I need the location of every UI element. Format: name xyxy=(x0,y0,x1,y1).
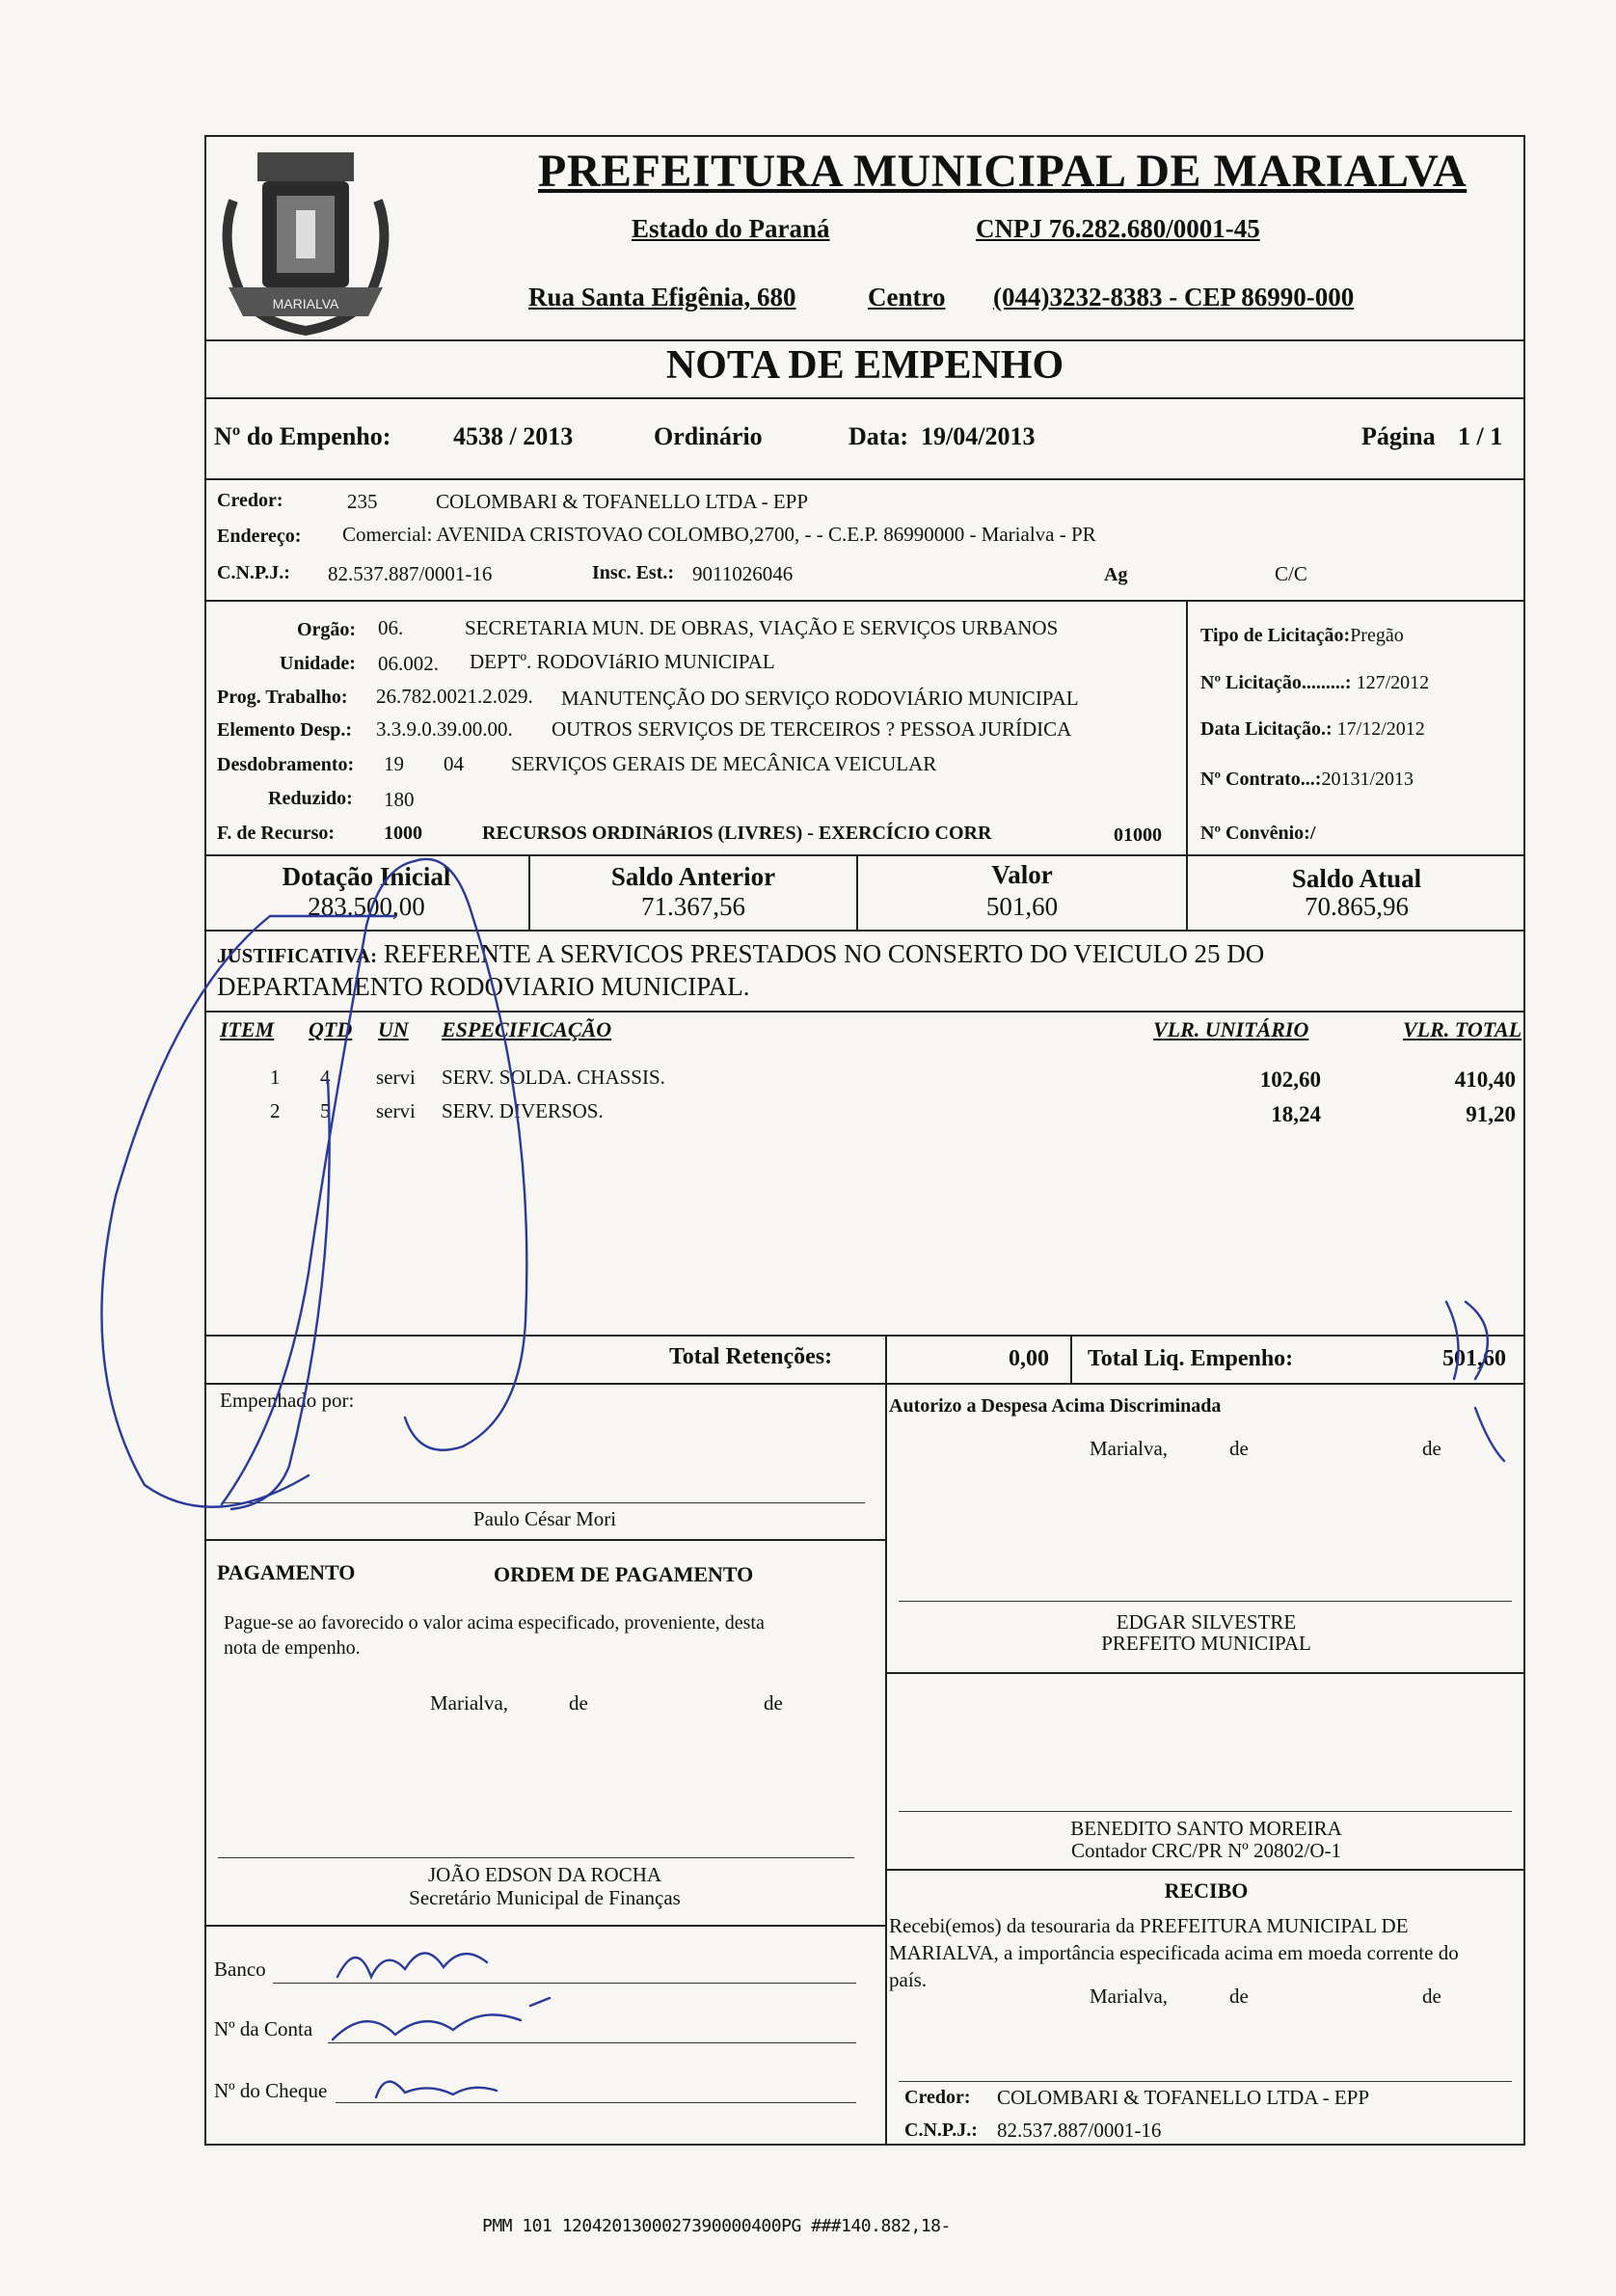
pagamento-place: Marialva, xyxy=(430,1691,509,1715)
recurso-code-2: 01000 xyxy=(1114,824,1162,846)
empenho-type: Ordinário xyxy=(654,422,763,450)
col-especificacao: ESPECIFICAÇÃO xyxy=(442,1017,612,1041)
item-2-number: 2 xyxy=(270,1099,281,1122)
banco-label: Banco xyxy=(214,1958,266,1981)
credor-code: 235 xyxy=(347,490,378,513)
orgao-code: 06. xyxy=(378,616,404,639)
coat-of-arms-icon xyxy=(214,143,397,340)
elemento-desc: OUTROS SERVIÇOS DE TERCEIROS ? PESSOA JURÍDICA xyxy=(552,717,1072,741)
saldo-anterior-label: Saldo Anterior xyxy=(610,862,776,891)
elemento-code: 3.3.9.0.39.00.00. xyxy=(376,717,513,741)
recibo-de-2: de xyxy=(1422,1985,1441,2008)
col-un: UN xyxy=(378,1017,409,1041)
item-2-espec: SERV. DIVERSOS. xyxy=(442,1099,604,1122)
header-street: Rua Santa Efigênia, 680 xyxy=(528,283,796,311)
header-phone-cep: (044)3232-8383 - CEP 86990-000 xyxy=(993,283,1355,311)
ordem-pagamento-label: ORDEM DE PAGAMENTO xyxy=(494,1562,754,1586)
empenho-number: 4538 / 2013 xyxy=(453,422,574,450)
credor-address: Comercial: AVENIDA CRISTOVAO COLOMBO,2700, - - C.E.P. 86990000 - Marialva - PR xyxy=(342,523,1096,546)
conta-label: Nº da Conta xyxy=(214,2017,313,2040)
saldo-atual-label: Saldo Atual xyxy=(1291,864,1422,893)
convenio-label: Nº Convênio:/ xyxy=(1200,823,1316,844)
pagamento-de-1: de xyxy=(569,1691,588,1715)
credor-cnpj: 82.537.887/0001-16 xyxy=(328,562,493,585)
item-1-espec: SERV. SOLDA. CHASSIS. xyxy=(442,1066,665,1089)
reduzido-label: Reduzido: xyxy=(268,788,353,809)
orgao-label: Orgão: xyxy=(297,619,357,640)
secretario-name: JOÃO EDSON DA ROCHA xyxy=(427,1863,662,1886)
pagamento-label: PAGAMENTO xyxy=(217,1560,356,1584)
credor-name: COLOMBARI & TOFANELLO LTDA - EPP xyxy=(436,490,809,513)
footer-barcode-text: PMM 101 1204201300027390000400PG ###140.882,18- xyxy=(482,2216,951,2236)
ie-label: Insc. Est.: xyxy=(592,562,675,583)
recibo-text: Recebi(emos) da tesouraria da PREFEITURA MUNICIPAL DE MARIALVA, a importância especificada acima em moeda corrente do país. xyxy=(889,1914,1459,1991)
unidade-label: Unidade: xyxy=(280,653,356,674)
cc-label: C/C xyxy=(1275,562,1307,585)
prog-desc: MANUTENÇÃO DO SERVIÇO RODOVIÁRIO MUNICIPAL xyxy=(561,687,1079,710)
autorizo-place: Marialva, xyxy=(1090,1437,1169,1460)
credor-ie: 9011026046 xyxy=(692,562,794,585)
ag-label: Ag xyxy=(1104,564,1128,585)
document-title: NOTA DE EMPENHO xyxy=(665,343,1064,388)
autorizo-de-2: de xyxy=(1422,1437,1441,1460)
header-cnpj: CNPJ 76.282.680/0001-45 xyxy=(976,214,1260,243)
empenhado-label: Empenhado por: xyxy=(220,1389,355,1412)
tipo-licitacao-label: Tipo de Licitação:Pregão xyxy=(1200,625,1404,646)
liq-empenho-value: 501,60 xyxy=(1442,1346,1506,1371)
col-item: ITEM xyxy=(220,1017,275,1041)
item-1-qtd: 4 xyxy=(320,1066,331,1089)
empenho-date: 19/04/2013 xyxy=(921,422,1036,450)
secretario-role: Secretário Municipal de Finanças xyxy=(409,1886,681,1909)
pagamento-text: Pague-se ao favorecido o valor acima especificado, proveniente, desta nota de empenho. xyxy=(224,1612,765,1659)
dotacao-label: Dotação Inicial xyxy=(282,862,451,891)
data-licitacao-label: Data Licitação.: 17/12/2012 xyxy=(1200,718,1425,740)
item-2-qtd: 5 xyxy=(320,1099,331,1122)
recurso-desc: RECURSOS ORDINáRIOS (LIVRES) - EXERCÍCIO CORR xyxy=(482,823,992,844)
pagamento-de-2: de xyxy=(764,1691,783,1715)
recurso-code: 1000 xyxy=(384,823,422,844)
recibo-cnpj: 82.537.887/0001-16 xyxy=(997,2119,1162,2142)
item-1-un: servi xyxy=(376,1066,416,1089)
recurso-label: F. de Recurso: xyxy=(217,823,336,844)
recibo-de-1: de xyxy=(1229,1985,1249,2008)
desdobramento-label: Desdobramento: xyxy=(217,754,355,775)
contrato-label: Nº Contrato...:20131/2013 xyxy=(1200,769,1414,790)
recibo-cnpj-label: C.N.P.J.: xyxy=(904,2120,978,2141)
orgao-desc: SECRETARIA MUN. DE OBRAS, VIAÇÃO E SERVIÇOS URBANOS xyxy=(465,616,1059,639)
recibo-place: Marialva, xyxy=(1090,1985,1169,2008)
valor-label: Valor xyxy=(991,860,1053,889)
col-vlr-unitario: VLR. UNITÁRIO xyxy=(1153,1017,1309,1041)
desdobramento-desc: SERVIÇOS GERAIS DE MECÂNICA VEICULAR xyxy=(511,752,937,775)
prog-label: Prog. Trabalho: xyxy=(217,687,348,708)
coat-text: MARIALVA xyxy=(272,296,339,311)
contador-role: Contador CRC/PR Nº 20802/O-1 xyxy=(1070,1839,1342,1862)
retencoes-value: 0,00 xyxy=(1009,1346,1049,1371)
unidade-desc: DEPTº. RODOVIáRIO MUNICIPAL xyxy=(470,650,775,673)
reduzido-code: 180 xyxy=(384,788,415,811)
empenhado-name: Paulo César Mori xyxy=(472,1507,617,1530)
unidade-code: 06.002. xyxy=(378,652,439,675)
item-1-number: 1 xyxy=(270,1066,281,1089)
date-label: Data: xyxy=(848,422,909,450)
dotacao-value: 283.500,00 xyxy=(308,892,425,921)
prefeito-name: EDGAR SILVESTRE xyxy=(1116,1610,1297,1634)
prog-code: 26.782.0021.2.029. xyxy=(376,685,533,708)
autorizo-de-1: de xyxy=(1229,1437,1249,1460)
item-1-total: 410,40 xyxy=(1454,1067,1516,1092)
item-2-unit: 18,24 xyxy=(1271,1102,1321,1126)
state-label: Estado do Paraná xyxy=(632,214,830,243)
col-vlr-total: VLR. TOTAL xyxy=(1403,1017,1522,1041)
page-label: Página xyxy=(1361,422,1436,450)
saldo-anterior-value: 71.367,56 xyxy=(641,892,745,921)
justificativa: JUSTIFICATIVA: REFERENTE A SERVICOS PRESTADOS NO CONSERTO DO VEICULO 25 DO DEPARTAMENTO RODOVIARIO MUNICIPAL. xyxy=(217,939,1265,1001)
item-1-unit: 102,60 xyxy=(1259,1067,1321,1092)
cnpj-label: C.N.P.J.: xyxy=(217,562,290,583)
num-licitacao-label: Nº Licitação.........: 127/2012 xyxy=(1200,672,1430,693)
credor-label: Credor: xyxy=(217,490,283,511)
contador-name: BENEDITO SANTO MOREIRA xyxy=(1070,1817,1342,1840)
page-number: 1 / 1 xyxy=(1458,422,1503,450)
valor-value: 501,60 xyxy=(985,892,1059,921)
item-2-un: servi xyxy=(376,1099,416,1122)
municipality-title: PREFEITURA MUNICIPAL DE MARIALVA xyxy=(538,146,1468,197)
autorizo-text: Autorizo a Despesa Acima Discriminada xyxy=(889,1395,1222,1417)
recibo-credor: COLOMBARI & TOFANELLO LTDA - EPP xyxy=(997,2086,1370,2109)
col-qtd: QTD xyxy=(309,1017,353,1041)
saldo-atual-value: 70.865,96 xyxy=(1305,892,1409,921)
prefeito-role: PREFEITO MUNICIPAL xyxy=(1101,1632,1311,1655)
elemento-label: Elemento Desp.: xyxy=(217,719,352,741)
header-district: Centro xyxy=(868,283,946,311)
item-2-total: 91,20 xyxy=(1466,1102,1516,1126)
desdobramento-code-2: 04 xyxy=(444,752,464,775)
cheque-label: Nº do Cheque xyxy=(214,2079,328,2102)
liq-empenho-label: Total Liq. Empenho: xyxy=(1088,1346,1294,1371)
retencoes-label: Total Retenções: xyxy=(669,1344,833,1369)
empenho-number-label: Nº do Empenho: xyxy=(214,422,391,450)
desdobramento-code: 19 xyxy=(384,752,404,775)
recibo-credor-label: Credor: xyxy=(904,2087,971,2108)
recibo-title: RECIBO xyxy=(1164,1878,1249,1903)
address-label: Endereço: xyxy=(217,526,302,547)
